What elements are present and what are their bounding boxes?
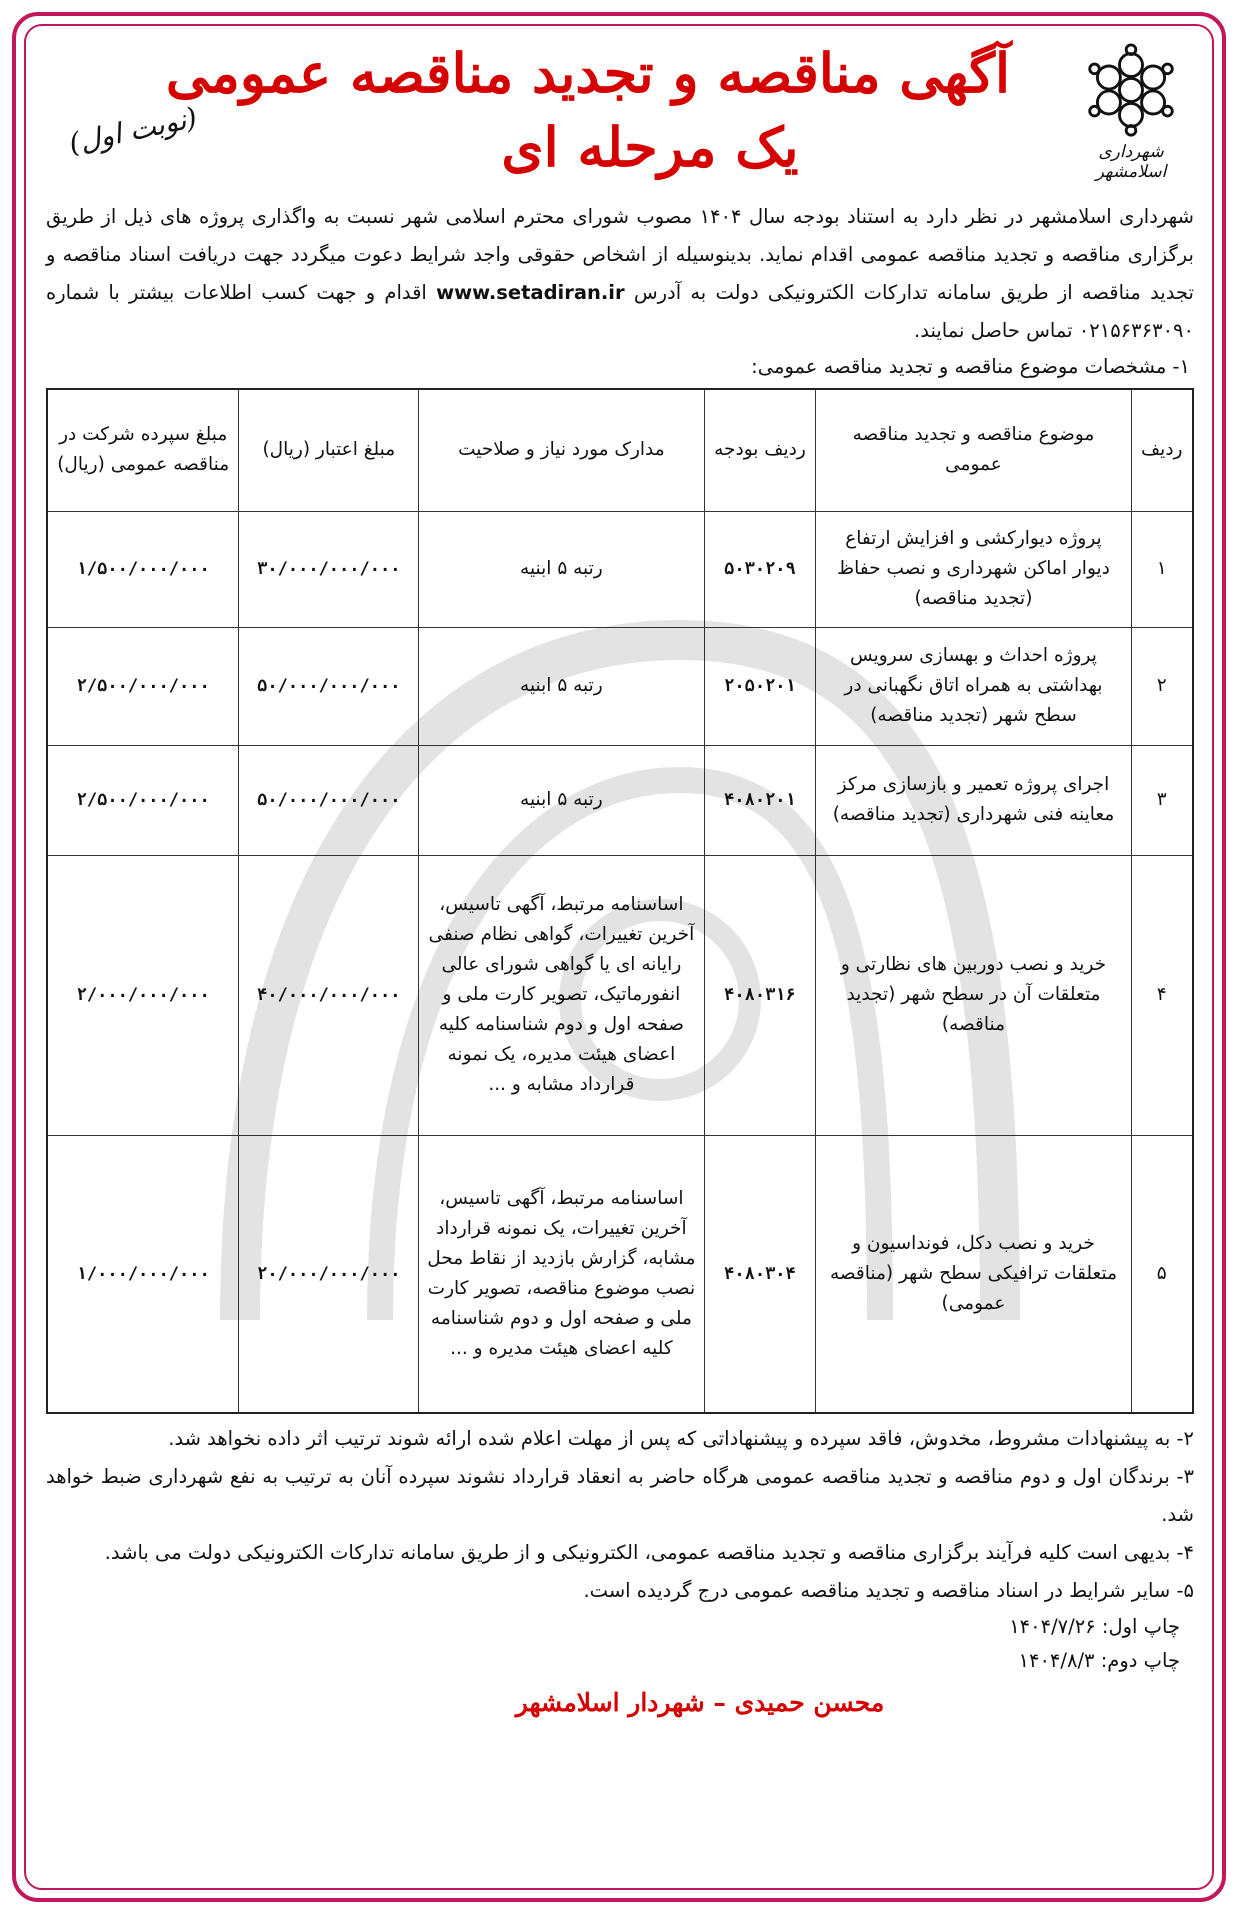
cell-deposit: ۲/۵۰۰/۰۰۰/۰۰۰ [47, 627, 239, 745]
notice-title [165, 36, 1010, 184]
intro-text: شهرداری اسلامشهر در نظر دارد به استناد بودجه سال ۱۴۰۴ مصوب شورای محترم اسلامی شهر نسبت به واگذاری پروژه های ذیل از طریق برگزاری مناقصه و تجدید مناقصه عمومی اقدام نماید. بدینوسیله از اشخاص حقوقی واجد شرایط دعوت میگردد جهت دریافت اسناد مناقصه و تجدید مناقصه از طریق سامانه تدارکات الکترونیکی دولت به آدرس [46, 205, 1194, 304]
cell-subject: خرید و نصب دکل، فونداسیون و متعلقات ترافیکی سطح شهر (مناقصه عمومی) [816, 1135, 1131, 1413]
cell-row-number: ۳ [1131, 745, 1193, 855]
note-2: ۲- به پیشنهادات مشروط، مخدوش، فاقد سپرده و پیشنهاداتی که پس از مهلت اعلام شده ارائه شوند ترتیب اثر داده نخواهد شد. [168, 1427, 1194, 1450]
header-row-number: ردیف [1131, 389, 1193, 511]
section-1-heading: ۱- مشخصات موضوع مناقصه و تجدید مناقصه عمومی: [751, 355, 1190, 378]
cell-documents: اساسنامه مرتبط، آگهی تاسیس، آخرین تغییرات، یک نمونه قرارداد مشابه، گزارش بازدید از نقاط محل نصب موضوع مناقصه، تصویر کارت ملی و صفحه اول و دوم شناسنامه کلیه اعضای هیئت مدیره و ... [419, 1135, 704, 1413]
header-credit: مبلغ اعتبار (ریال) [239, 389, 419, 511]
cell-credit: ۴۰/۰۰۰/۰۰۰/۰۰۰ [239, 855, 419, 1135]
cell-deposit: ۲/۰۰۰/۰۰۰/۰۰۰ [47, 855, 239, 1135]
cell-credit: ۳۰/۰۰۰/۰۰۰/۰۰۰ [239, 511, 419, 627]
cell-documents: رتبه ۵ ابنیه [419, 745, 704, 855]
second-print-date: چاپ دوم: ۱۴۰۴/۸/۳ [1018, 1649, 1180, 1672]
cell-subject: اجرای پروژه تعمیر و بازسازی مرکز معاینه فنی شهرداری (تجدید مناقصه) [816, 745, 1131, 855]
logo-caption: شهرداری اسلامشهر [1095, 142, 1167, 182]
cell-documents: اساسنامه مرتبط، آگهی تاسیس، آخرین تغییرات، گواهی نظام صنفی رایانه ای یا گواهی شورای عالی انفورماتیک، تصویر کارت ملی و صفحه اول و دوم شناسنامه کلیه اعضای هیئت مدیره، یک نمونه قرارداد مشابه و ... [419, 855, 704, 1135]
municipality-logo [1066, 42, 1196, 182]
cell-row-number: ۵ [1131, 1135, 1193, 1413]
header [40, 34, 1200, 196]
cell-budget-row: ۴۰۸۰۳۱۶ [704, 855, 816, 1135]
header-documents: مدارک مورد نیاز و صلاحیت [419, 389, 704, 511]
signature: محسن حمیدی – شهردار اسلامشهر [515, 1688, 885, 1717]
cell-credit: ۵۰/۰۰۰/۰۰۰/۰۰۰ [239, 745, 419, 855]
note-5: ۵- سایر شرایط در اسناد مناقصه و تجدید مناقصه عمومی درج گردیده است. [583, 1579, 1194, 1602]
cell-deposit: ۲/۵۰۰/۰۰۰/۰۰۰ [47, 745, 239, 855]
header-deposit: مبلغ سپرده شرکت در مناقصه عمومی (ریال) [47, 389, 239, 511]
table-row [47, 855, 1193, 1135]
flower-emblem-icon [1083, 42, 1179, 138]
header-subject: موضوع مناقصه و تجدید مناقصه عمومی [816, 389, 1131, 511]
intro-paragraph [40, 198, 1200, 350]
intro-text-contact: اقدام و جهت کسب اطلاعات بیشتر با شماره ۰۲۱۵۶۳۶۳۰۹۰ تماس حاصل نمایند. [46, 281, 1194, 342]
cell-budget-row: ۵۰۳۰۲۰۹ [704, 511, 816, 627]
cell-row-number: ۱ [1131, 511, 1193, 627]
cell-deposit: ۱/۰۰۰/۰۰۰/۰۰۰ [47, 1135, 239, 1413]
cell-subject: پروژه دیوارکشی و افزایش ارتفاع دیوار اماکن شهرداری و نصب حفاظ (تجدید مناقصه) [816, 511, 1131, 627]
cell-row-number: ۴ [1131, 855, 1193, 1135]
tender-table [46, 388, 1194, 1414]
website-link[interactable]: www.setadiran.ir [436, 281, 625, 304]
table-row [47, 745, 1193, 855]
header-budget-row: ردیف بودجه [704, 389, 816, 511]
cell-budget-row: ۴۰۸۰۲۰۱ [704, 745, 816, 855]
table-row [47, 627, 1193, 745]
notice-content [40, 34, 1200, 1879]
cell-credit: ۲۰/۰۰۰/۰۰۰/۰۰۰ [239, 1135, 419, 1413]
first-print-date: چاپ اول: ۱۴۰۴/۷/۲۶ [1009, 1615, 1180, 1638]
cell-budget-row: ۴۰۸۰۳۰۴ [704, 1135, 816, 1413]
table-header-row [47, 389, 1193, 511]
title-line-1: آگهی مناقصه و تجدید مناقصه عمومی [165, 41, 1010, 105]
table-row [47, 511, 1193, 627]
note-4: ۴- بدیهی است کلیه فرآیند برگزاری مناقصه و تجدید مناقصه عمومی، الکترونیکی و از طریق سامانه تدارکات الکترونیکی دولت می باشد. [104, 1541, 1194, 1564]
cell-budget-row: ۲۰۵۰۲۰۱ [704, 627, 816, 745]
title-line-2: یک مرحله ای [501, 115, 799, 179]
print-dates [40, 1610, 1200, 1678]
table-row [47, 1135, 1193, 1413]
cell-row-number: ۲ [1131, 627, 1193, 745]
cell-documents: رتبه ۵ ابنیه [419, 511, 704, 627]
publication-turn: (نوبت اول) [65, 100, 200, 161]
cell-documents: رتبه ۵ ابنیه [419, 627, 704, 745]
note-3: ۳- برندگان اول و دوم مناقصه و تجدید مناقصه عمومی هرگاه حاضر به انعقاد قرارداد نشوند سپرده آنان به ترتیب به نفع شهرداری ضبط خواهد شد. [46, 1465, 1194, 1526]
notes [40, 1420, 1200, 1610]
cell-deposit: ۱/۵۰۰/۰۰۰/۰۰۰ [47, 511, 239, 627]
cell-subject: پروژه احداث و بهسازی سرویس بهداشتی به همراه اتاق نگهبانی در سطح شهر (تجدید مناقصه) [816, 627, 1131, 745]
cell-subject: خرید و نصب دوربین های نظارتی و متعلقات آن در سطح شهر (تجدید مناقصه) [816, 855, 1131, 1135]
cell-credit: ۵۰/۰۰۰/۰۰۰/۰۰۰ [239, 627, 419, 745]
